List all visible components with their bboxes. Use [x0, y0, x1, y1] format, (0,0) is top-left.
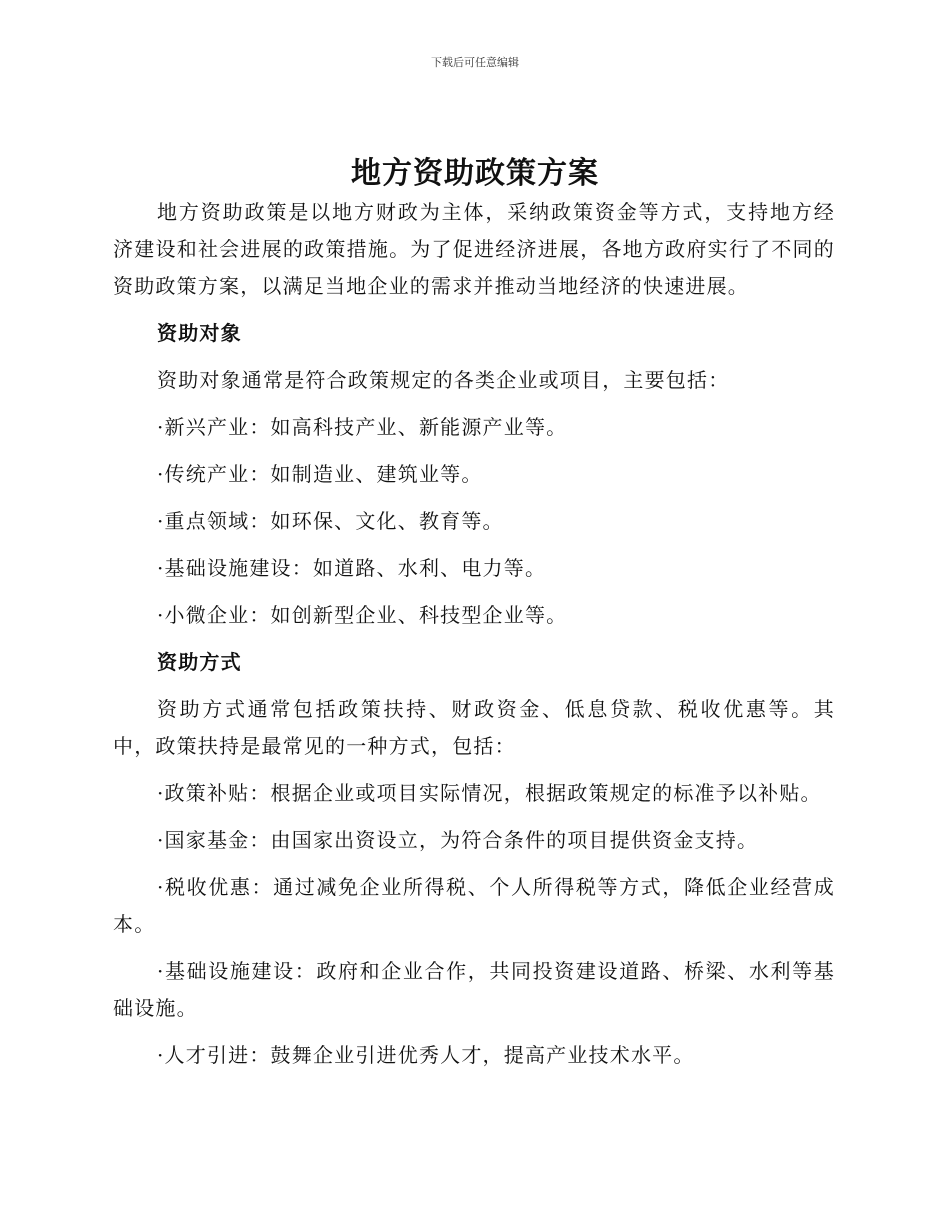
document-title: 地方资助政策方案: [351, 156, 599, 191]
header-note: 下载后可任意编辑: [431, 56, 519, 69]
document-body: [113, 194, 835, 1074]
list-item: ·重点领域：如环保、文化、教育等。: [157, 509, 504, 533]
list-item: ·传统产业：如制造业、建筑业等。: [157, 462, 483, 486]
section-heading-methods: 资助方式: [157, 650, 242, 674]
list-item: ·人才引进：鼓舞企业引进优秀人才，提高产业技术水平。: [157, 1043, 695, 1067]
list-item: ·国家基金：由国家出资设立，为符合条件的项目提供资金支持。: [157, 828, 759, 852]
list-item: ·基础设施建设：政府和企业合作，共同投资建设道路、桥梁、水利等基础设施。: [113, 959, 835, 1020]
methods-lead: 资助方式通常包括政策扶持、财政资金、低息贷款、税收优惠等。其中，政策扶持是最常见的一种方式，包括：: [113, 697, 835, 758]
list-item: ·新兴产业：如高科技产业、新能源产业等。: [157, 415, 568, 439]
list-item: ·基础设施建设：如道路、水利、电力等。: [157, 556, 547, 580]
section-heading-recipients: 资助对象: [157, 321, 242, 345]
list-item: ·小微企业：如创新型企业、科技型企业等。: [157, 603, 568, 627]
list-item: ·税收优惠：通过减免企业所得税、个人所得税等方式，降低企业经营成本。: [113, 875, 835, 936]
intro-paragraph: 地方资助政策是以地方财政为主体，采纳政策资金等方式，支持地方经济建设和社会进展的政策措施。为了促进经济进展，各地方政府实行了不同的资助政策方案，以满足当地企业的需求并推动当地经济的快速进展。: [113, 200, 835, 298]
list-item: ·政策补贴：根据企业或项目实际情况，根据政策规定的标准予以补贴。: [157, 781, 822, 805]
recipients-lead: 资助对象通常是符合政策规定的各类企业或项目，主要包括：: [157, 368, 730, 392]
